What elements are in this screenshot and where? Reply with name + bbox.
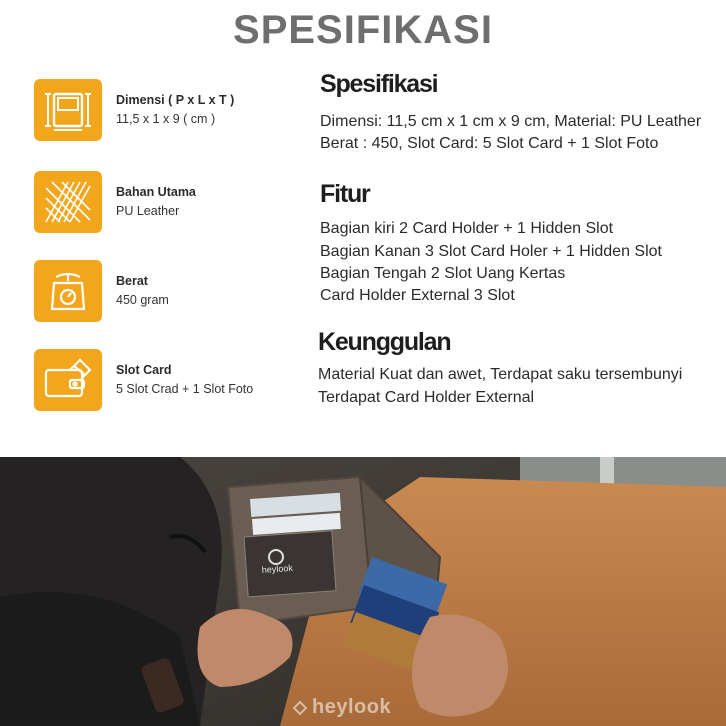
fitur-line: Bagian Tengah 2 Slot Uang Kertas xyxy=(320,265,566,282)
weight-scale-icon xyxy=(34,260,102,322)
leather-texture-icon xyxy=(34,171,102,233)
heylook-logo-icon xyxy=(292,700,308,716)
spec-item-material xyxy=(34,171,294,233)
spec-label: Berat xyxy=(116,274,148,288)
spesifikasi-line: Berat : 450, Slot Card: 5 Slot Card + 1 Slot Foto xyxy=(320,135,659,152)
wallet-brand-label: heylook xyxy=(261,562,294,575)
keunggulan-heading: Keunggulan xyxy=(318,328,451,356)
spec-value: 450 gram xyxy=(116,293,169,307)
spec-label: Dimensi ( P x L x T ) xyxy=(116,93,235,107)
spec-label: Slot Card xyxy=(116,363,172,377)
spec-item-dimension xyxy=(34,79,294,141)
spesifikasi-heading: Spesifikasi xyxy=(320,70,438,98)
spec-value: 5 Slot Crad + 1 Slot Foto xyxy=(116,382,254,396)
page-title: SPESIFIKASI xyxy=(233,8,493,52)
card-wallet-icon xyxy=(34,349,102,411)
keunggulan-line: Material Kuat dan awet, Terdapat saku tersembunyi xyxy=(318,366,683,383)
spesifikasi-line: Dimensi: 11,5 cm x 1 cm x 9 cm, Material: PU Leather xyxy=(320,113,702,130)
keunggulan-line: Terdapat Card Holder External xyxy=(318,389,535,406)
fitur-line: Card Holder External 3 Slot xyxy=(320,287,515,304)
spec-item-slot-card xyxy=(34,349,294,411)
fitur-line: Bagian kiri 2 Card Holder + 1 Hidden Slot xyxy=(320,220,614,237)
spec-item-weight xyxy=(34,260,294,322)
wallet-dimension-icon xyxy=(34,79,102,141)
fitur-heading: Fitur xyxy=(320,180,370,208)
spec-value: PU Leather xyxy=(116,204,180,218)
fitur-line: Bagian Kanan 3 Slot Card Holer + 1 Hidden Slot xyxy=(320,243,662,260)
product-photo xyxy=(0,457,726,726)
spec-label: Bahan Utama xyxy=(116,185,196,199)
spec-value: 11,5 x 1 x 9 ( cm ) xyxy=(116,112,216,126)
watermark: heylook xyxy=(312,696,392,718)
